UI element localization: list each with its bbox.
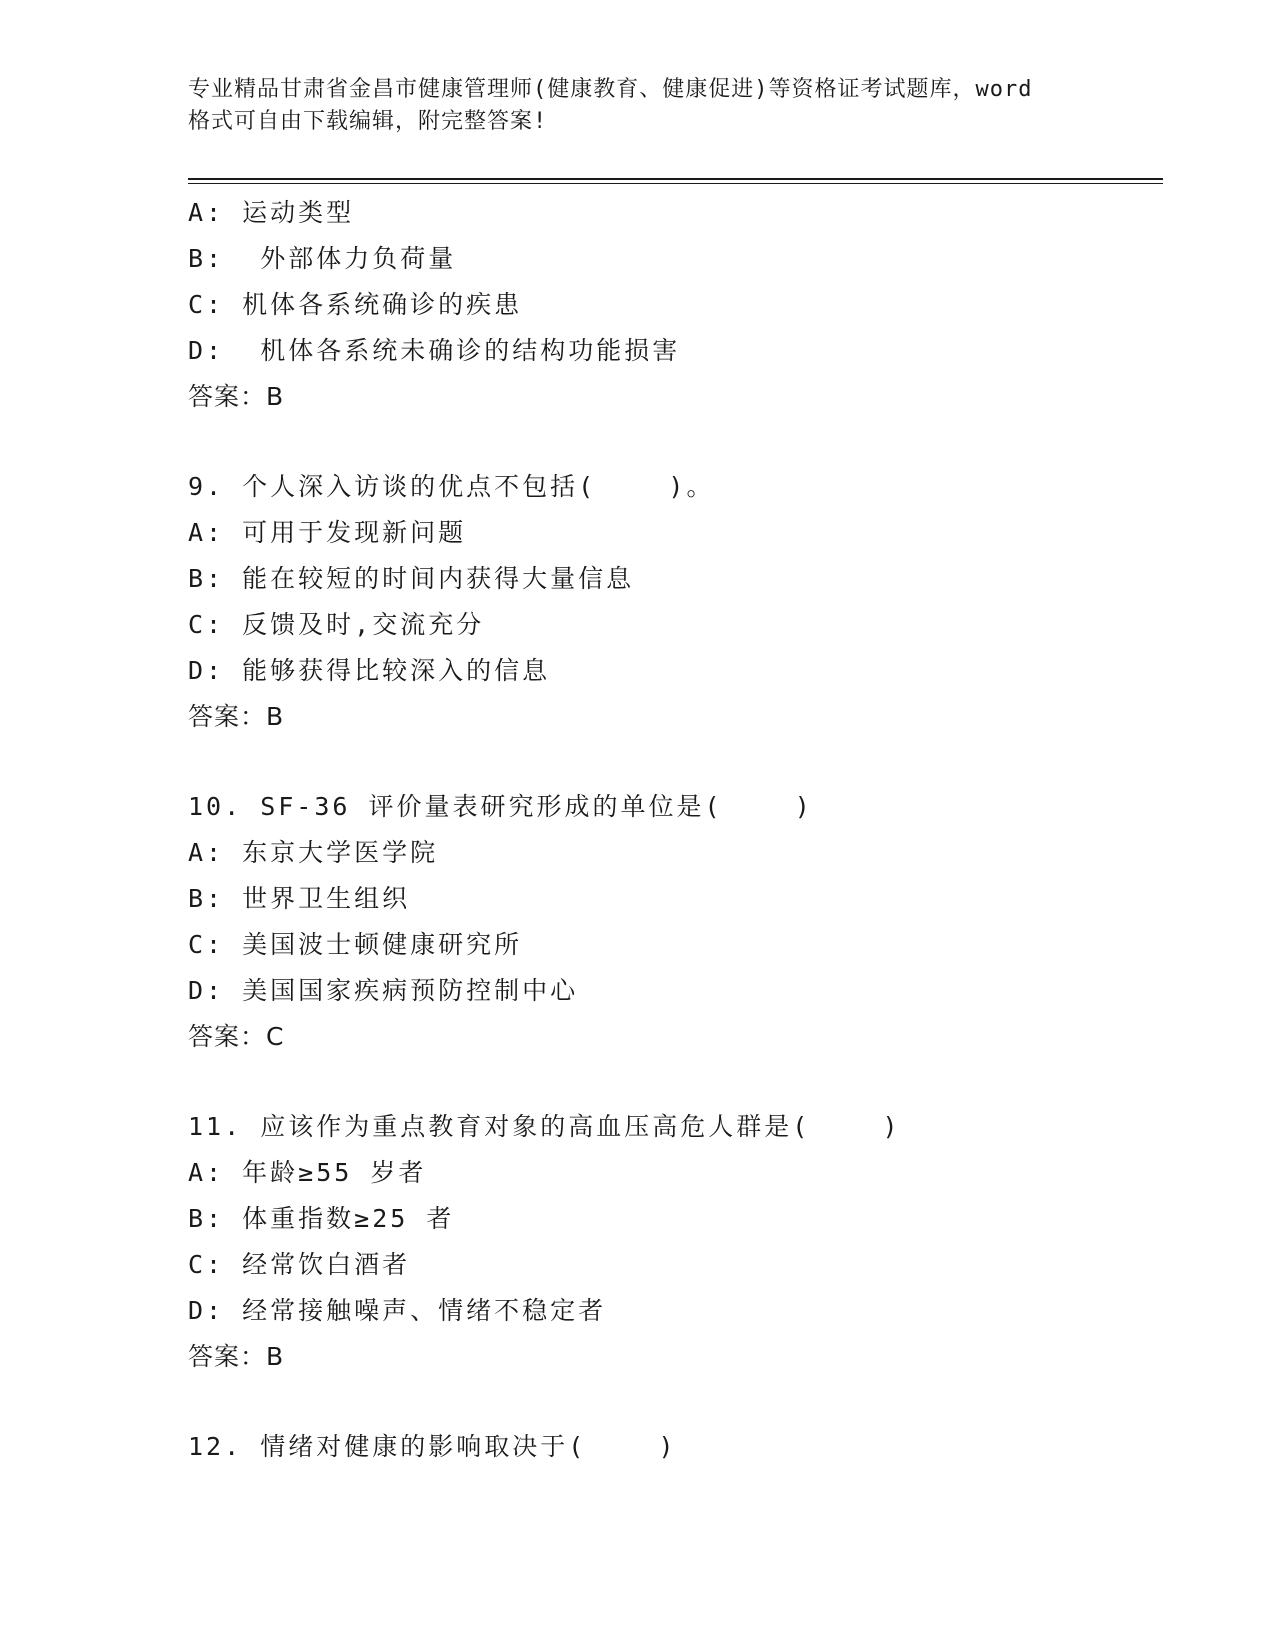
q10-question: 10. SF-36 评价量表研究形成的单位是( ) — [188, 792, 813, 821]
question-12-block — [188, 1424, 1163, 1470]
q9-option-a: A: 可用于发现新问题 — [188, 518, 467, 547]
q11-answer: 答案：B — [188, 1342, 285, 1371]
q11-option-a: A: 年龄≥55 岁者 — [188, 1158, 427, 1187]
question-list — [188, 190, 1163, 1470]
q11-option-b: B: 体重指数≥25 者 — [188, 1204, 455, 1233]
q11-option-c: C: 经常饮白酒者 — [188, 1250, 411, 1279]
q8-option-c: C: 机体各系统确诊的疾患 — [188, 290, 523, 319]
q9-answer: 答案：B — [188, 702, 285, 731]
q10-answer: 答案：C — [188, 1022, 285, 1051]
q12-question: 12. 情绪对健康的影响取决于( ) — [188, 1432, 677, 1461]
document-header — [188, 74, 1108, 138]
question-8-block — [188, 190, 1163, 420]
q9-option-d: D: 能够获得比较深入的信息 — [188, 656, 551, 685]
q8-option-a: A: 运动类型 — [188, 198, 355, 227]
q9-option-b: B: 能在较短的时间内获得大量信息 — [188, 564, 635, 593]
question-10-block — [188, 784, 1163, 1060]
question-11-block — [188, 1104, 1163, 1380]
q8-answer: 答案：B — [188, 382, 285, 411]
header-line-2: 格式可自由下载编辑，附完整答案! — [188, 109, 548, 134]
q10-option-a: A: 东京大学医学院 — [188, 838, 439, 867]
q9-question: 9. 个人深入访谈的优点不包括( )。 — [188, 472, 715, 501]
q11-question: 11. 应该作为重点教育对象的高血压高危人群是( ) — [188, 1112, 901, 1141]
q8-option-b: B: 外部体力负荷量 — [188, 244, 457, 273]
header-rule-thin — [188, 183, 1163, 184]
q8-option-d: D: 机体各系统未确诊的结构功能损害 — [188, 336, 681, 365]
q10-option-c: C: 美国波士顿健康研究所 — [188, 930, 523, 959]
q9-option-c: C: 反馈及时,交流充分 — [188, 610, 485, 639]
q10-option-b: B: 世界卫生组织 — [188, 884, 411, 913]
header-line-1: 专业精品甘肃省金昌市健康管理师(健康教育、健康促进)等资格证考试题库，word — [188, 77, 1033, 102]
q11-option-d: D: 经常接触噪声、情绪不稳定者 — [188, 1296, 607, 1325]
question-9-block — [188, 464, 1163, 740]
header-rule-thick — [188, 178, 1163, 180]
q10-option-d: D: 美国国家疾病预防控制中心 — [188, 976, 579, 1005]
